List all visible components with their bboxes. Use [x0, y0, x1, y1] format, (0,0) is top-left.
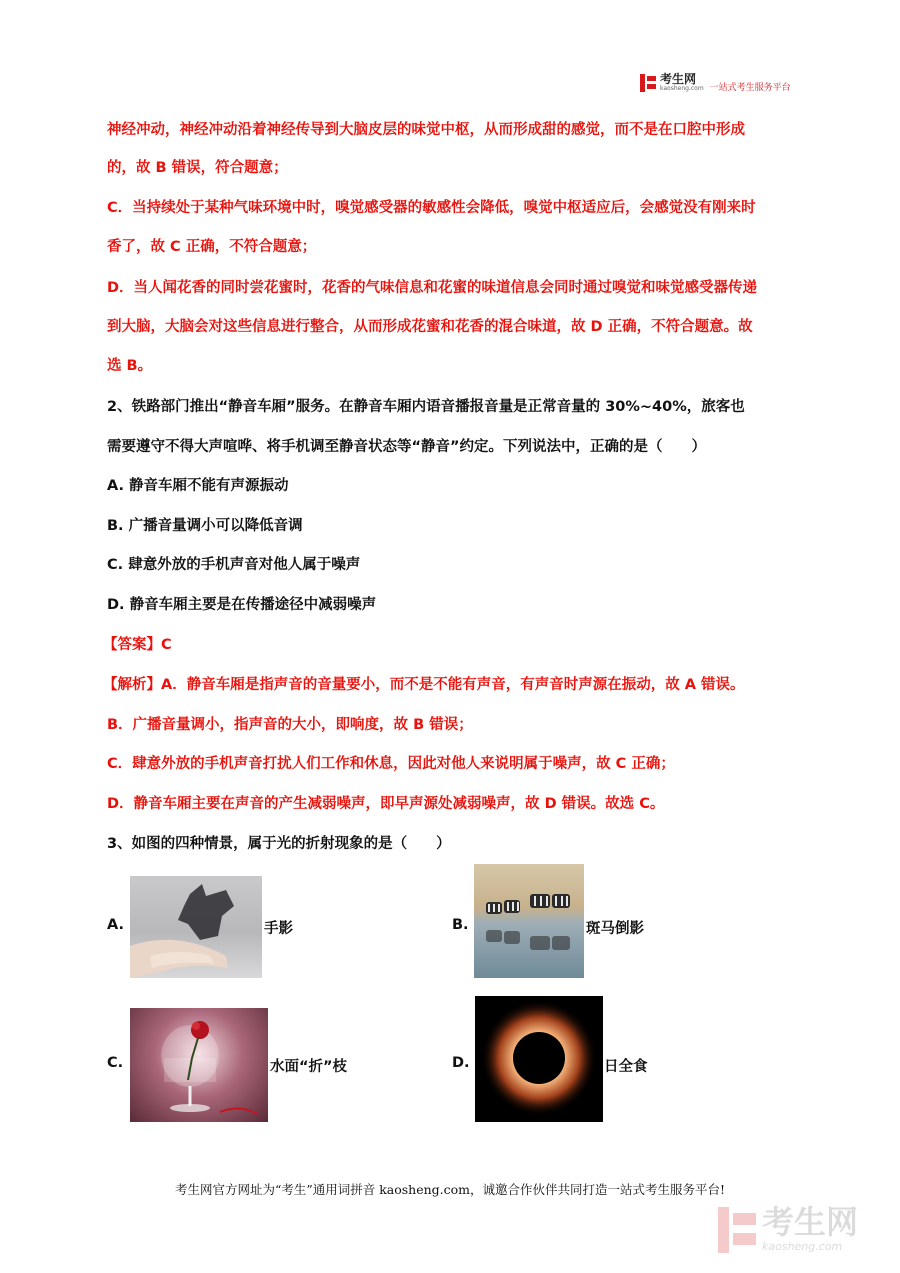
kaosheng-watermark	[718, 1203, 859, 1253]
hand-shadow-image	[130, 876, 262, 978]
option-d-label: D.	[452, 1055, 470, 1071]
analysis-line: 的，故 B 错误，符合题意；	[107, 160, 288, 176]
option-c-caption: 水面“折”枝	[270, 1059, 348, 1075]
watermark-domain: kaosheng.com	[762, 1240, 843, 1253]
zebra-reflection-image	[474, 864, 584, 978]
option-b-label: B.	[452, 917, 469, 933]
question-2-option-c: C. 肆意外放的手机声音对他人属于噪声	[107, 557, 361, 573]
watermark-name: 考生网	[762, 1203, 859, 1241]
logo-slogan: 一站式考生服务平台	[709, 83, 791, 93]
kaosheng-logo-icon	[640, 74, 656, 92]
solar-eclipse-image	[475, 996, 603, 1122]
analysis-line: 神经冲动，神经冲动沿着神经传导到大脑皮层的味觉中枢，从而形成甜的感觉，而不是在口腔中形成	[107, 122, 745, 138]
analysis-line: 到大脑，大脑会对这些信息进行整合，从而形成花蜜和花香的混合味道，故 D 正确，不符合题意。故	[107, 319, 753, 335]
question-2-option-d: D. 静音车厢主要是在传播途径中减弱噪声	[107, 597, 377, 613]
analysis-line: 选 B。	[107, 358, 153, 374]
logo-domain: kaosheng.com	[660, 85, 704, 92]
question-2-analysis: D．静音车厢主要在声音的产生减弱噪声，即早声源处减弱噪声，故 D 错误。故选 C。	[107, 796, 665, 812]
question-2-stem: 需要遵守不得大声喧哗、将手机调至静音状态等“静音”约定。下列说法中，正确的是（ ）	[107, 439, 707, 455]
question-2-answer: 【答案】C	[103, 637, 172, 653]
kaosheng-watermark-icon	[718, 1207, 756, 1253]
question-3-stem: 3、如图的四种情景，属于光的折射现象的是（ ）	[107, 836, 451, 852]
analysis-line: C．当持续处于某种气味环境中时，嗅觉感受器的敏感性会降低，嗅觉中枢适应后，会感觉没有刚来时	[107, 200, 756, 216]
analysis-line: D．当人闻花香的同时尝花蜜时，花香的气味信息和花蜜的味道信息会同时通过嗅觉和味觉感受器传递	[107, 280, 758, 296]
option-d-caption: 日全食	[604, 1059, 648, 1075]
question-2-analysis: B．广播音量调小，指声音的大小，即响度，故 B 错误；	[107, 717, 473, 733]
option-a-caption: 手影	[264, 921, 293, 937]
header-logo	[640, 72, 791, 93]
logo-name: 考生网	[660, 72, 697, 86]
option-c-label: C.	[107, 1055, 124, 1071]
rose-in-water-glass-image	[130, 1008, 268, 1122]
question-2-stem: 2、铁路部门推出“静音车厢”服务。在静音车厢内语音播报音量是正常音量的 30%~40%，旅客也	[107, 399, 745, 415]
question-2-analysis: 【解析】A．静音车厢是指声音的音量要小，而不是不能有声音，有声音时声源在振动，故 A 错误。	[103, 677, 745, 693]
question-2-analysis: C．肆意外放的手机声音打扰人们工作和休息，因此对他人来说明属于噪声，故 C 正确；	[107, 756, 675, 772]
question-2-option-a: A. 静音车厢不能有声源振动	[107, 478, 289, 494]
page-footer: 考生网官方网址为“考生”通用词拼音 kaosheng.com，诚邀合作伙伴共同打造一站式考生服务平台!	[174, 1182, 726, 1197]
analysis-line: 香了，故 C 正确，不符合题意；	[107, 239, 317, 255]
question-2-option-b: B. 广播音量调小可以降低音调	[107, 518, 303, 534]
option-b-caption: 斑马倒影	[586, 921, 644, 937]
option-a-label: A.	[107, 917, 124, 933]
